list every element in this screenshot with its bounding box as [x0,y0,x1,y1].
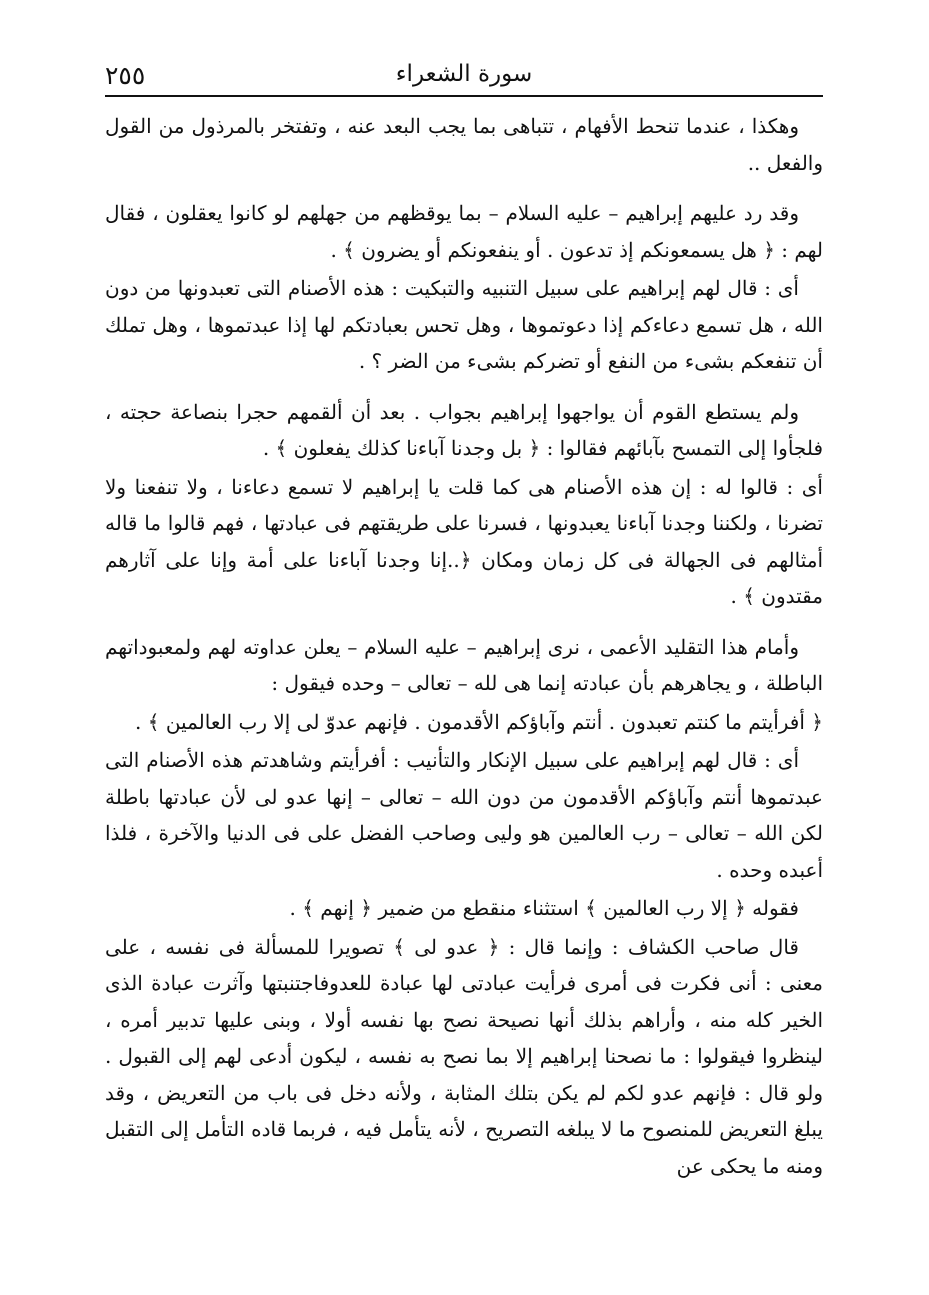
paragraph: فقوله ﴿ إلا رب العالمين ﴾ استثناء منقطع من ضمير ﴿ إنهم ﴾ . [289,896,799,920]
paragraph: أى : قال لهم إبراهيم على سبيل التنبيه والتبكيت : هذه الأصنام التى تعبدونها من دون الله ، هل تسمع دعاءكم إذا دعوتموها ، وهل تحس بعبادتكم لها إذا عبدتموها ، وهل تملك أن تنفعكم بشىء من النفع أو تضركم بشىء من الضر ؟ . [105,276,823,373]
paragraph: أى : قال لهم إبراهيم على سبيل الإنكار والتأنيب : أفرأيتم وشاهدتم هذه الأصنام التى عبدتموها أنتم وآباؤكم الأقدمون من دون الله – تعالى – إنها عدو لى لأن عبادتها باطلة لكن الله – تعالى – رب العالمين هو وليى وصاحب الفضل على فى الدنيا والآخرة ، فلذا أعبده وحده . [105,748,823,882]
paragraph: وأمام هذا التقليد الأعمى ، نرى إبراهيم – عليه السلام – يعلن عداوته لهم ولمعبوداتهم الباطلة ، و يجاهرهم بأن عبادته إنما هى لله – تعالى – وحده فيقول : [105,634,823,695]
commentary-text [105,108,823,1184]
page-number: ٢٥٥ [105,61,146,90]
page-header [105,55,823,97]
paragraph: ولم يستطع القوم أن يواجهوا إبراهيم بجواب . بعد أن ألقمهم حجرا بنصاعة حجته ، فلجأوا إلى التمسح بآبائهم فقالوا : ﴿ بل وجدنا آباءنا كذلك يفعلون ﴾ . [105,399,823,460]
paragraph: قال صاحب الكشاف : وإنما قال : ﴿ عدو لى ﴾ تصويرا للمسألة فى نفسه ، على معنى : أنى فكرت فى أمرى فرأيت عبادتى لها عبادة للعدوفاجتنبتها وآثرت عبادة الذى الخير كله منه ، وأراهم بذلك أنها نصيحة نصح بها نفسه أولا ، وبنى عليها تدبير أمره ، لينظروا فيقولوا : ما نصحنا إبراهيم إلا بما نصح به نفسه ، ليكون أدعى لهم إلى القبول . ولو قال : فإنهم عدو لكم لم يكن بتلك المثابة ، ولأنه دخل فى باب من التعريض ، وقد يبلغ التعريض للمنصوح ما لا يبلغه التصريح ، لأنه يتأمل فيه ، فربما قاده التأمل إلى التقبل ومنه ما يحكى عن [105,934,824,1178]
paragraph: أى : قالوا له : إن هذه الأصنام هى كما قلت يا إبراهيم لا تسمع دعاءنا ، ولا تنفعنا ولا تضرنا ، ولكننا وجدنا آباءنا يعبدونها ، فسرنا على طريقتهم فى عبادتها ، فهم قالوا ما قاله أمثالهم فى الجهالة فى كل زمان ومكان ﴿..إنا وجدنا آباءنا على أمة وإنا على آثارهم مقتدون ﴾ . [105,474,823,608]
quran-verse: ﴿ أفرأيتم ما كنتم تعبدون . أنتم وآباؤكم الأقدمون . فإنهم عدوّ لى إلا رب العالمين ﴾ . [135,709,823,734]
surah-title: سورة الشعراء [395,61,533,87]
paragraph: وهكذا ، عندما تنحط الأفهام ، تتباهى بما يجب البعد عنه ، وتفتخر بالمرذول من القول والفعل .. [105,114,823,175]
paragraph: وقد رد عليهم إبراهيم – عليه السلام – بما يوقظهم من جهلهم لو كانوا يعقلون ، فقال لهم : ﴿ هل يسمعونكم إذ تدعون . أو ينفعونكم أو يضرون ﴾ . [105,201,823,262]
